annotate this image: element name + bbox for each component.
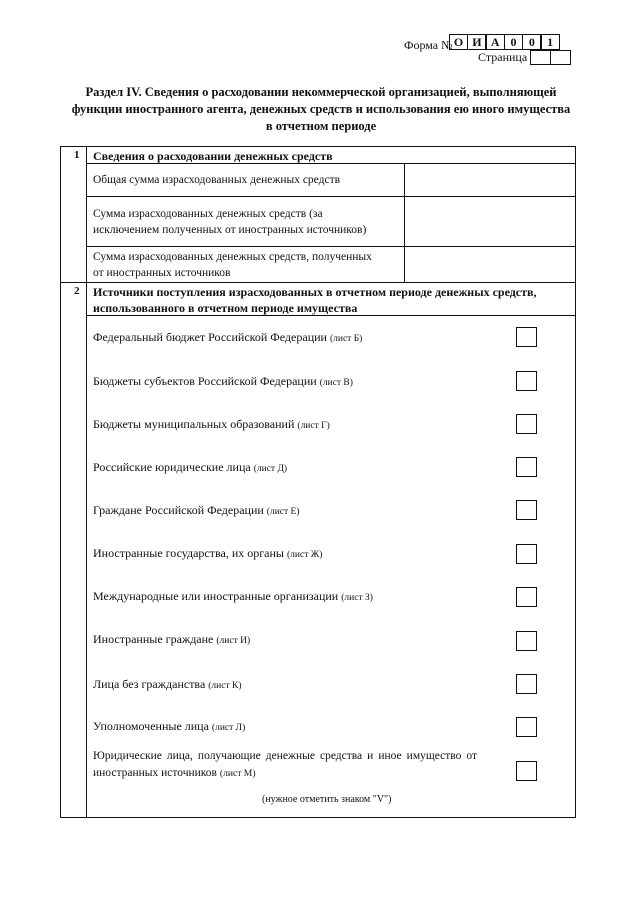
source-option-label: Бюджеты субъектов Российской Федерации (лист В) bbox=[93, 374, 353, 388]
row-divider bbox=[86, 196, 576, 197]
source-checkbox[interactable] bbox=[516, 717, 537, 737]
section-title bbox=[66, 84, 576, 135]
source-option-label: Юридические лица, получающие денежные средства и иное имущество от иностранных источников (лист М) bbox=[93, 750, 477, 779]
section-title-line: Раздел IV. Сведения о расходовании некоммерческой организацией, выполняющей bbox=[85, 85, 557, 99]
source-option-label: Уполномоченные лица (лист Л) bbox=[93, 719, 246, 733]
source-checkbox[interactable] bbox=[516, 500, 537, 520]
form-code-cell: А bbox=[485, 34, 505, 50]
source-option-label: Иностранные государства, их органы (лист Ж) bbox=[93, 546, 323, 560]
source-checkbox[interactable] bbox=[516, 327, 537, 347]
page-number-field[interactable] bbox=[550, 50, 571, 65]
spent-total-label: Общая сумма израсходованных денежных средств bbox=[93, 174, 341, 186]
block-number: 2 bbox=[74, 285, 80, 297]
page-label: Страница bbox=[478, 50, 528, 64]
source-option-label: Иностранные граждане (лист И) bbox=[93, 632, 251, 646]
section-title-line: в отчетном периоде bbox=[265, 119, 377, 133]
source-option-label: Федеральный бюджет Российской Федерации (лист Б) bbox=[93, 330, 363, 344]
source-option-label: Граждане Российской Федерации (лист Е) bbox=[93, 503, 300, 517]
source-option-label: Международные или иностранные организации (лист З) bbox=[93, 589, 373, 603]
form-code-boxes bbox=[450, 34, 560, 50]
source-checkbox[interactable] bbox=[516, 631, 537, 651]
form-code-cell: 0 bbox=[522, 34, 542, 50]
page-number-row bbox=[478, 50, 571, 65]
form-code-cell: И bbox=[467, 34, 487, 50]
source-checkbox[interactable] bbox=[516, 674, 537, 694]
row-divider bbox=[86, 246, 576, 247]
source-checkbox[interactable] bbox=[516, 761, 537, 781]
source-checkbox[interactable] bbox=[516, 544, 537, 564]
mark-instruction-note: (нужное отметить знаком "V") bbox=[262, 794, 392, 805]
source-checkbox[interactable] bbox=[516, 457, 537, 477]
block1-header: Сведения о расходовании денежных средств bbox=[93, 149, 333, 163]
source-checkbox[interactable] bbox=[516, 587, 537, 607]
spent-foreign-label: Сумма израсходованных денежных средств, полученных от иностранных источников bbox=[93, 251, 372, 279]
source-option-label: Российские юридические лица (лист Д) bbox=[93, 460, 288, 474]
value-column-divider bbox=[404, 163, 405, 282]
block2-header: Источники поступления израсходованных в отчетном периоде денежных средств, использованного в отчетном периоде имущества bbox=[93, 285, 537, 315]
spent-excluding-foreign-label: Сумма израсходованных денежных средств (за исключением полученных от иностранных источников) bbox=[93, 208, 367, 236]
form-number-label: Форма № bbox=[404, 38, 453, 52]
source-option-label: Лица без гражданства (лист К) bbox=[93, 677, 242, 691]
section-title-line: функции иностранного агента, денежных средств и использования ею иного имущества bbox=[71, 102, 571, 116]
source-option-label: Бюджеты муниципальных образований (лист Г) bbox=[93, 417, 330, 431]
form-code-cell: 0 bbox=[504, 34, 524, 50]
form-code-cell: О bbox=[449, 34, 469, 50]
page-number-field[interactable] bbox=[530, 50, 551, 65]
block-number: 1 bbox=[74, 149, 80, 161]
source-checkbox[interactable] bbox=[516, 371, 537, 391]
form-code-cell: 1 bbox=[540, 34, 560, 50]
source-checkbox[interactable] bbox=[516, 414, 537, 434]
